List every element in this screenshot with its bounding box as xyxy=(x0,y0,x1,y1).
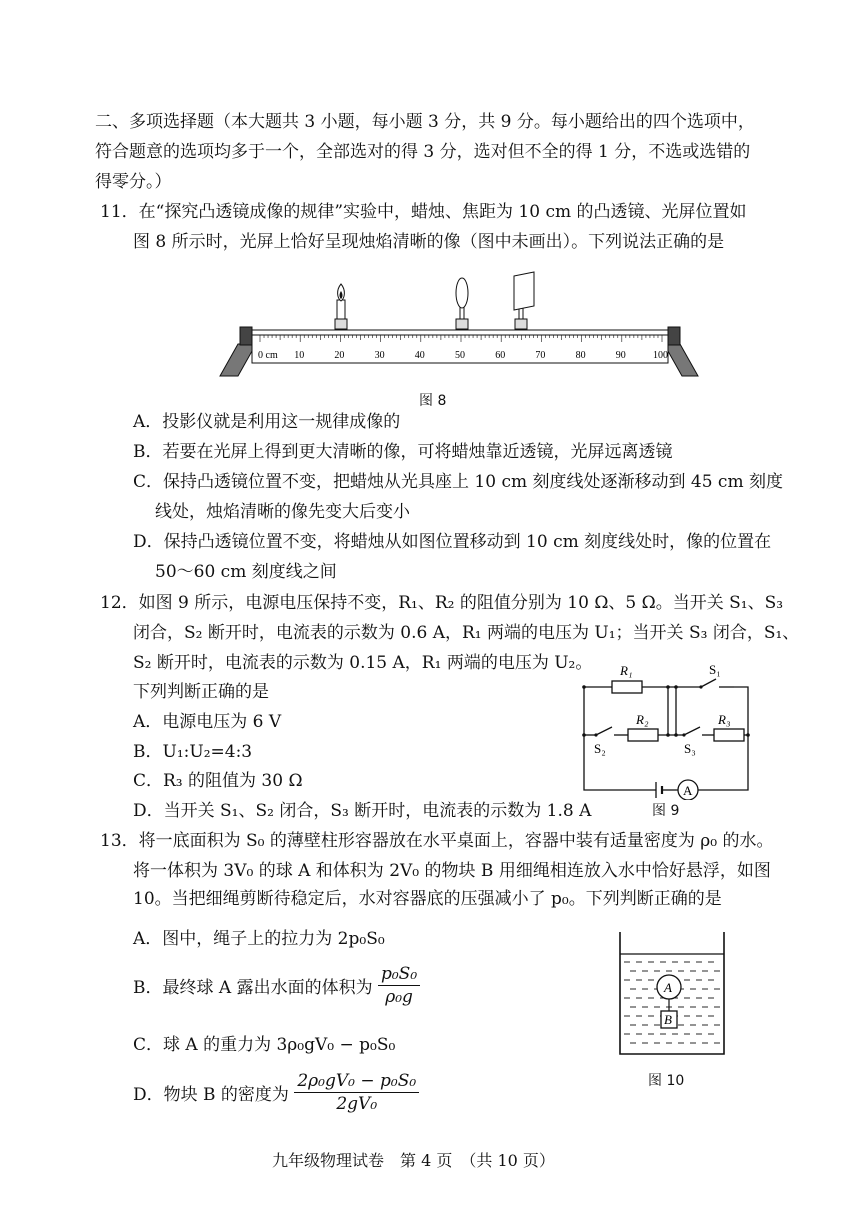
q11-option-c-line2: 线处，烛焰清晰的像先变大后变小 xyxy=(155,502,410,522)
candle-icon xyxy=(335,284,347,329)
figure-10-container xyxy=(616,930,728,1058)
bench-tick-label: 40 xyxy=(414,350,425,361)
q13-option-b-text: B．最终球 A 露出水面的体积为 xyxy=(133,978,373,998)
bench-tick-label: 30 xyxy=(374,350,385,361)
bench-left-leg xyxy=(220,344,256,376)
q13-option-d-numerator: 2ρ₀gV₀ − p₀S₀ xyxy=(294,1070,419,1093)
q13-option-d-denominator: 2gV₀ xyxy=(336,1094,378,1114)
bench-tick-label: 80 xyxy=(575,350,586,361)
section-heading-line2: 符合题意的选项均多于一个，全部选对的得 3 分，选对但不全的得 1 分，不选或选错的 xyxy=(95,142,751,162)
water-pattern xyxy=(624,962,720,1043)
bench-tick-label: 10 xyxy=(294,350,305,361)
q12-stem-line2: 闭合，S₂ 断开时，电流表的示数为 0.6 A，R₁ 两端的电压为 U₁；当开关 S₃ 闭合，S₁、 xyxy=(133,623,800,643)
section-heading-line3: 得零分。） xyxy=(95,172,172,192)
q13-option-d-text: D．物块 B 的密度为 xyxy=(133,1085,289,1105)
block-b-label: B xyxy=(664,1012,672,1027)
q13-option-d xyxy=(133,1070,419,1115)
bench-tick-label: 70 xyxy=(535,350,546,361)
bench-tick-label: 20 xyxy=(334,350,345,361)
q11-option-a: A．投影仪就是利用这一规律成像的 xyxy=(133,412,401,432)
figure-9-caption: 图 9 xyxy=(652,803,680,819)
figure-9-circuit xyxy=(576,660,756,800)
bench-tick-label: 90 xyxy=(615,350,626,361)
bench-right-leg xyxy=(664,344,698,376)
q13-stem-line3: 10。当把细绳剪断待稳定后，水对容器底的压强减小了 p₀。下列判断正确的是 xyxy=(133,889,722,909)
q12-option-d: D．当开关 S₁、S₂ 闭合，S₃ 断开时，电流表的示数为 1.8 A xyxy=(133,801,592,821)
q13-stem-line2: 将一体积为 3V₀ 的球 A 和体积为 2V₀ 的物块 B 用细绳相连放入水中恰好悬浮，如图 xyxy=(133,861,771,881)
label-s3: S₃ xyxy=(684,741,696,756)
label-r3: R₃ xyxy=(718,712,731,727)
q12-stem-line1: 12．如图 9 所示，电源电压保持不变，R₁、R₂ 的阻值分别为 10 Ω、5 Ω。当开关 S₁、S₃ xyxy=(100,593,784,613)
q11-stem-line2: 图 8 所示时，光屏上恰好呈现烛焰清晰的像（图中未画出）。下列说法正确的是 xyxy=(133,232,725,252)
q11-option-c-line1: C．保持凸透镜位置不变，把蜡烛从光具座上 10 cm 刻度线处逐渐移动到 45 cm 刻度 xyxy=(133,472,783,492)
label-s1: S₁ xyxy=(709,662,721,677)
q13-option-b-denominator: ρ₀g xyxy=(385,987,413,1007)
q13-option-c: C．球 A 的重力为 3ρ₀gV₀ − p₀S₀ xyxy=(133,1035,396,1055)
bench-tick-label: 100 xyxy=(653,350,668,361)
q12-stem-line3: S₂ 断开时，电流表的示数为 0.15 A，R₁ 两端的电压为 U₂。 xyxy=(133,653,593,673)
light-screen-icon xyxy=(514,272,534,329)
convex-lens-icon xyxy=(456,278,468,329)
figure-8-optical-bench xyxy=(218,268,700,380)
q13-option-b xyxy=(133,963,420,1008)
q13-option-b-fraction xyxy=(378,963,420,1008)
q13-option-a: A．图中，绳子上的拉力为 2p₀S₀ xyxy=(133,929,385,949)
figure-8-caption: 图 8 xyxy=(419,393,447,409)
q12-option-a: A．电源电压为 6 V xyxy=(133,712,282,732)
q12-option-b: B．U₁:U₂=4:3 xyxy=(133,742,253,762)
section-heading-line1: 二、多项选择题（本大题共 3 小题，每小题 3 分，共 9 分。每小题给出的四个选项中， xyxy=(95,112,755,132)
q13-option-b-numerator: p₀S₀ xyxy=(378,963,420,986)
label-s2: S₂ xyxy=(594,741,606,756)
figure-10-caption: 图 10 xyxy=(648,1073,685,1089)
bench-rail xyxy=(252,330,668,335)
ball-a-label: A xyxy=(664,980,672,995)
bench-tick-label: 60 xyxy=(495,350,506,361)
bench-right-end-block xyxy=(668,327,680,345)
ammeter-label: A xyxy=(683,783,693,798)
q11-option-b: B．若要在光屏上得到更大清晰的像，可将蜡烛靠近透镜，光屏远离透镜 xyxy=(133,442,673,462)
label-r1: R₁ xyxy=(620,663,633,678)
q12-stem-line4: 下列判断正确的是 xyxy=(133,682,269,702)
bench-zero-label: 0 cm xyxy=(258,350,278,361)
page-footer: 九年级物理试卷 第 4 页 （共 10 页） xyxy=(272,1151,555,1170)
q13-stem-line1: 13．将一底面积为 S₀ 的薄壁柱形容器放在水平桌面上，容器中装有适量密度为 ρ₀ 的水。 xyxy=(100,831,774,851)
q13-option-d-fraction xyxy=(294,1070,419,1115)
bench-tick-label: 50 xyxy=(455,350,465,361)
q11-option-d-line2: 50～60 cm 刻度线之间 xyxy=(155,562,337,582)
bench-left-end-block xyxy=(240,327,252,345)
q11-stem-line1: 11．在“探究凸透镜成像的规律”实验中，蜡烛、焦距为 10 cm 的凸透镜、光屏位置如 xyxy=(100,202,747,222)
q12-option-c: C．R₃ 的阻值为 30 Ω xyxy=(133,771,303,791)
q11-option-d-line1: D．保持凸透镜位置不变，将蜡烛从如图位置移动到 10 cm 刻度线处时，像的位置在 xyxy=(133,532,772,552)
label-r2: R₂ xyxy=(636,712,649,727)
